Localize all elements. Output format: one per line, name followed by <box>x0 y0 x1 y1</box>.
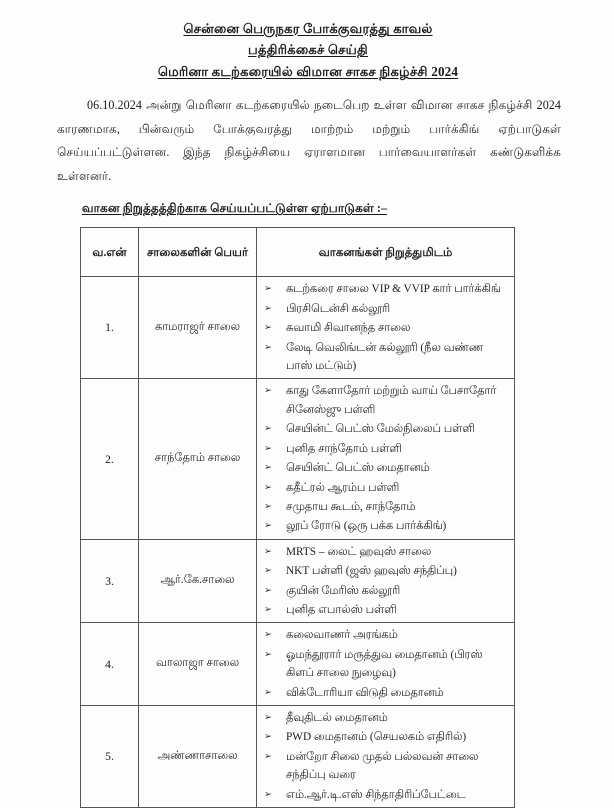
header-line-event-title: மெரினா கடற்கரையில் விமான சாகச நிகழ்ச்சி 2024 <box>157 63 459 79</box>
arrow-bullet-icon: ➢ <box>264 629 273 641</box>
arrow-bullet-icon: ➢ <box>264 686 273 698</box>
list-item <box>262 300 509 318</box>
parking-place-label: பிரசிடென்சி கல்லூரி <box>286 302 390 315</box>
arrow-bullet-icon: ➢ <box>264 603 273 615</box>
parking-place-label: PWD மைதானம் (செயலகம் எதிரில்) <box>286 731 467 744</box>
column-header-parking-place: வாகனங்கள் நிறுத்துமிடம் <box>257 228 515 277</box>
list-item <box>262 440 509 458</box>
arrow-bullet-icon: ➢ <box>264 565 273 577</box>
arrow-bullet-icon: ➢ <box>264 442 273 454</box>
cell-serial-number: 3. <box>81 539 139 623</box>
arrow-bullet-icon: ➢ <box>264 520 273 532</box>
header-line-press-note: பத்திரிக்கைச் செய்தி <box>248 42 368 58</box>
arrow-bullet-icon: ➢ <box>264 731 273 743</box>
parking-place-label: NKT பள்ளி (ஜஸ் ஹவுஸ் சந்திப்பு) <box>286 565 457 578</box>
list-item <box>262 684 509 702</box>
parking-place-label: செயின்ட் பெட்ஸ் மேல்நிலைப் பள்ளி <box>286 423 475 436</box>
list-item <box>262 786 509 804</box>
cell-serial-number: 4. <box>81 623 139 706</box>
arrow-bullet-icon: ➢ <box>264 341 273 353</box>
cell-road-name: வாலாஜா சாலை <box>139 623 257 706</box>
table-row <box>81 277 515 379</box>
list-item <box>262 339 509 376</box>
cell-parking-places <box>257 277 515 379</box>
arrow-bullet-icon: ➢ <box>264 462 273 474</box>
cell-road-name: ஆர்.கே.சாலை <box>139 539 257 623</box>
column-header-serial-number: வ.என் <box>81 228 139 277</box>
arrow-bullet-icon: ➢ <box>264 500 273 512</box>
arrow-bullet-icon: ➢ <box>264 385 273 397</box>
list-item <box>262 382 509 419</box>
list-item <box>262 646 509 683</box>
document-header <box>52 18 564 82</box>
parking-place-label: சுவாமி சிவானந்த சாலை <box>286 322 411 335</box>
list-item <box>262 748 509 785</box>
list-item <box>262 709 509 727</box>
arrow-bullet-icon: ➢ <box>264 283 273 295</box>
arrow-bullet-icon: ➢ <box>264 584 273 596</box>
list-item <box>262 601 509 619</box>
parking-subheading: வாகன நிறுத்தத்திற்காக செய்யப்பட்டுள்ள ஏற்பாடுகள் :– <box>82 201 388 216</box>
cell-road-name: அண்ணாசாலை <box>139 705 257 807</box>
parking-place-list <box>262 280 509 375</box>
intro-text: 06.10.2024 அன்று மெரினா கடற்கரையில் நடைபெற உள்ள விமான சாகச நிகழ்ச்சி 2024 காரணமாக, பின்வரும் போக்குவரத்து மாற்றம் மற்றும் பார்க்கிங் ஏற்பாடுகள் செய்யப்பட்டுள்ளன. இந்த நிகழ்ச்சியை ஏராளமான பார்வையாளர்கள் கண்டுகளிக்க உள்ளனர். <box>57 98 561 183</box>
arrow-bullet-icon: ➢ <box>264 322 273 334</box>
table-row <box>81 539 515 623</box>
parking-place-label: கடற்கரை சாலை VIP & VVIP கார் பார்க்கிங் <box>286 283 501 296</box>
arrow-bullet-icon: ➢ <box>264 648 273 660</box>
parking-arrangements-table <box>80 227 515 808</box>
list-item <box>262 582 509 600</box>
table-body <box>81 277 515 808</box>
cell-serial-number: 5. <box>81 705 139 807</box>
cell-parking-places <box>257 623 515 706</box>
list-item <box>262 498 509 516</box>
table-row <box>81 705 515 807</box>
table-header-row <box>81 228 515 277</box>
parking-place-label: புனித சாந்தோம் பள்ளி <box>286 442 402 455</box>
parking-place-label: சமுதாய கூடம், சாந்தோம் <box>286 500 416 513</box>
arrow-bullet-icon: ➢ <box>264 711 273 723</box>
list-item <box>262 626 509 644</box>
list-item <box>262 459 509 477</box>
cell-road-name: சாந்தோம் சாலை <box>139 379 257 539</box>
parking-place-list <box>262 626 509 702</box>
cell-road-name: காமராஜர் சாலை <box>139 277 257 379</box>
parking-place-label: கதீட்ரல் ஆரம்ப பள்ளி <box>286 481 400 494</box>
parking-place-list <box>262 543 509 620</box>
parking-place-label: செயின்ட் பெட்ஸ் மைதானம் <box>286 462 430 475</box>
cell-parking-places <box>257 539 515 623</box>
list-item <box>262 543 509 561</box>
parking-place-label: எம்.ஆர்.டி.எஸ் சிந்தாதிரிப்பேட்டை <box>286 788 466 801</box>
arrow-bullet-icon: ➢ <box>264 423 273 435</box>
parking-place-label: விக்டோரியா விடுதி மைதானம் <box>286 686 444 699</box>
parking-place-label: லூப் ரோடு (ஒரு பக்க பார்க்கிங்) <box>286 520 447 533</box>
list-item <box>262 517 509 535</box>
parking-place-label: ஓமந்தூரார் மருத்துவ மைதானம் (பிரஸ் கிளப் சாலை நுழைவு) <box>286 648 483 680</box>
list-item <box>262 728 509 746</box>
parking-place-label: MRTS – லைட் ஹவுஸ் சாலை <box>286 545 432 558</box>
parking-place-list <box>262 709 509 804</box>
parking-place-label: மன்றோ சிலை முதல் பல்லவன் சாலை சந்திப்பு வரை <box>286 750 479 782</box>
parking-place-label: லேடி வெலிங்டன் கல்லூரி (நீல வண்ண பாஸ் மட்டும்) <box>286 341 484 373</box>
arrow-bullet-icon: ➢ <box>264 750 273 762</box>
intro-paragraph <box>52 94 564 188</box>
arrow-bullet-icon: ➢ <box>264 788 273 800</box>
column-header-road-name: சாலைகளின் பெயர் <box>139 228 257 277</box>
parking-place-list <box>262 382 509 535</box>
arrow-bullet-icon: ➢ <box>264 302 273 314</box>
parking-place-label: கலைவாணர் அரங்கம் <box>286 629 398 642</box>
list-item <box>262 319 509 337</box>
parking-place-label: தீவுதிடல் மைதானம் <box>286 711 388 724</box>
table-row <box>81 379 515 539</box>
cell-serial-number: 1. <box>81 277 139 379</box>
header-line-department: சென்னை பெருநகர போக்குவரத்து காவல் <box>183 21 433 36</box>
cell-parking-places <box>257 705 515 807</box>
list-item <box>262 420 509 438</box>
cell-serial-number: 2. <box>81 379 139 539</box>
cell-parking-places <box>257 379 515 539</box>
arrow-bullet-icon: ➢ <box>264 545 273 557</box>
list-item <box>262 280 509 298</box>
table-head <box>81 228 515 277</box>
parking-place-label: காது கேளாதோர் மற்றும் வாய் பேசாதோர் சினேஸ்ஜு பள்ளி <box>286 385 497 416</box>
list-item <box>262 479 509 497</box>
table-row <box>81 623 515 706</box>
parking-place-label: குயின் மேரிஸ் கல்லூரி <box>286 584 401 597</box>
arrow-bullet-icon: ➢ <box>264 481 273 493</box>
parking-place-label: புனித எபால்ஸ் பள்ளி <box>286 603 397 616</box>
list-item <box>262 562 509 580</box>
